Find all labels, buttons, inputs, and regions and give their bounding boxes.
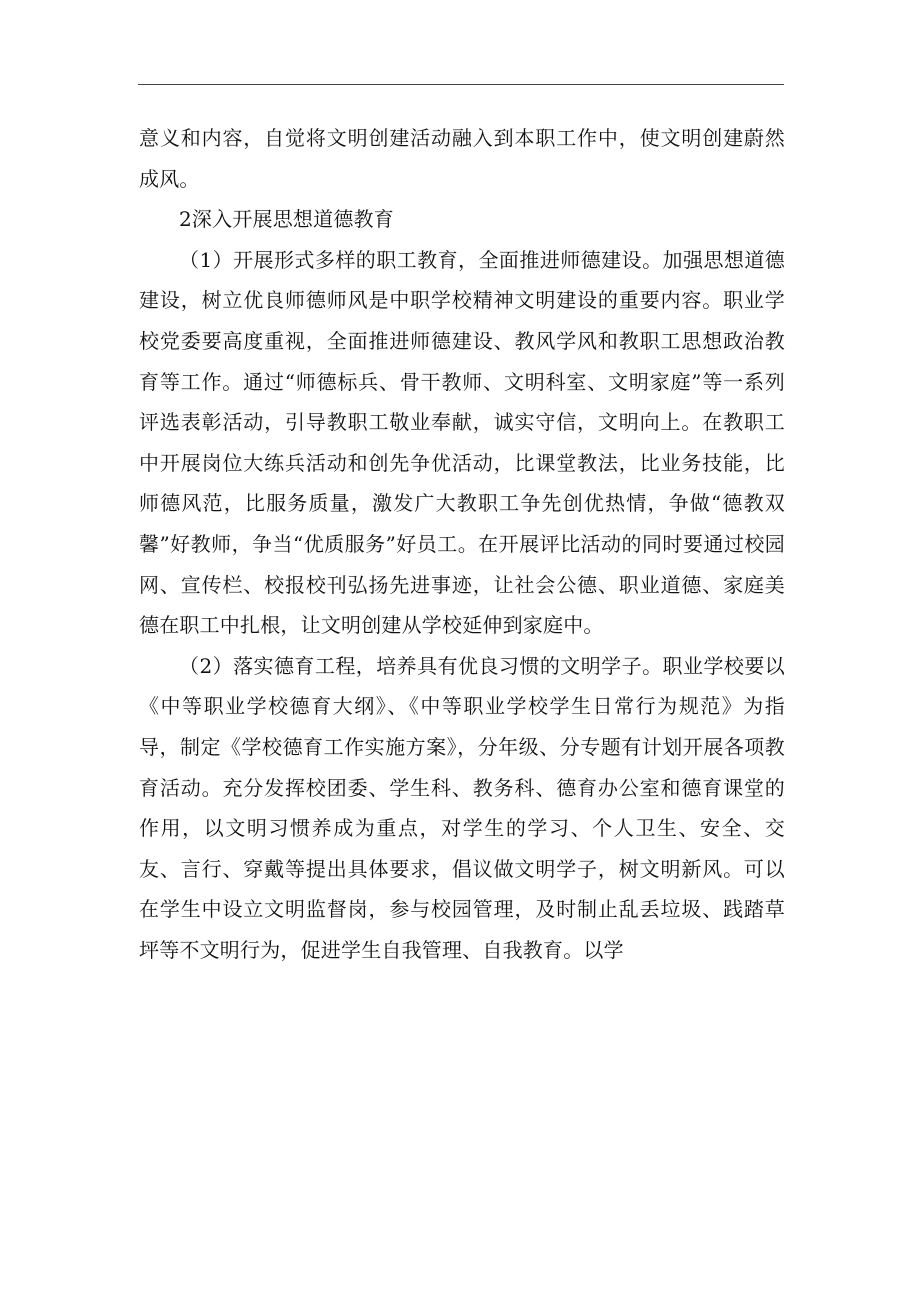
paragraph-student-moral-education: （2）落实德育工程，培养具有优良习惯的文明学子。职业学校要以《中等职业学校德育大纲》、《中等职业学校学生日常行为规范》为指导，制定《学校德育工作实施方案》，分年级、分专题有计划开展各项教育活动。充分发挥校团委、学生科、教务科、德育办公室和德育课堂的作用，以文明习惯养成为重点，对学生的学习、个人卫生、安全、交友、言行、穿戴等提出具体要求，倡议做文明学子，树文明新风。可以在学生中设立文明监督岗，参与校园管理，及时制止乱丢垃圾、践踏草坪等不文明行为，促进学生自我管理、自我教育。以学: [139, 653, 785, 962]
section-heading: 2深入开展思想道德教育: [179, 207, 394, 232]
document-body: [139, 118, 785, 970]
header-rule: [138, 84, 784, 85]
paragraph-continuation: 意义和内容，自觉将文明创建活动融入到本职工作中，使文明创建蔚然成风。: [139, 126, 785, 191]
paragraph-staff-education: （1）开展形式多样的职工教育，全面推进师德建设。加强思想道德建设，树立优良师德师风是中职学校精神文明建设的重要内容。职业学校党委要高度重视，全面推进师德建设、教风学风和教职工思想政治教育等工作。通过“师德标兵、骨干教师、文明科室、文明家庭”等一系列评选表彰活动，引导教职工敬业奉献，诚实守信，文明向上。在教职工中开展岗位大练兵活动和创先争优活动，比课堂教法，比业务技能，比师德风范，比服务质量，激发广大教职工争先创优热情，争做“德教双馨”好教师，争当“优质服务”好员工。在开展评比活动的同时要通过校园网、宣传栏、校报校刊弘扬先进事迹，让社会公德、职业道德、家庭美德在职工中扎根，让文明创建从学校延伸到家庭中。: [139, 247, 785, 638]
